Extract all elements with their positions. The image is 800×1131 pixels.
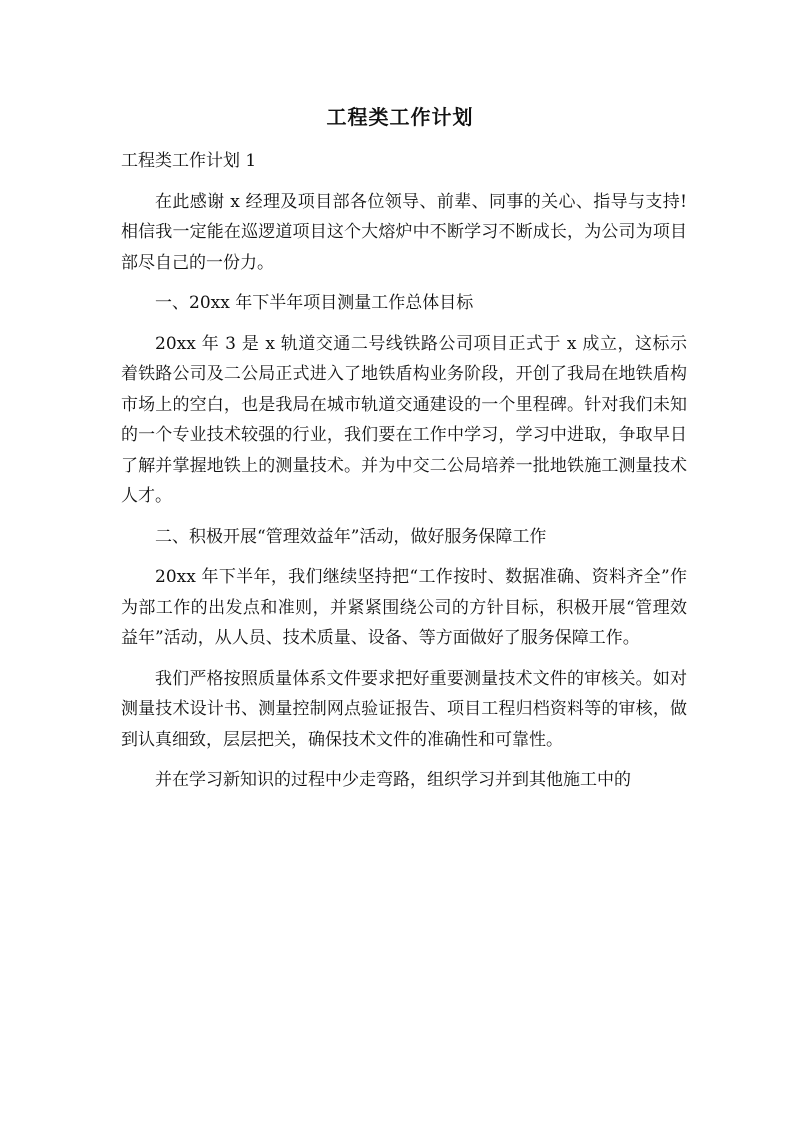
paragraph-thanks: 在此感谢 x 经理及项目部各位领导、前辈、同事的关心、指导与支持!相信我一定能在巡逻道项目这个大熔炉中不断学习不断成长，为公司为项目部尽自己的一份力。 [121,191,687,273]
heading-survey-goals: 一、20xx 年下半年项目测量工作总体目标 [155,293,474,313]
section-heading-plan-1: 工程类工作计划 1 [121,151,257,171]
heading-management-efficiency: 二、积极开展“管理效益年”活动，做好服务保障工作 [155,526,547,547]
document-title: 工程类工作计划 [326,105,474,129]
document-body [121,146,687,796]
paragraph-service-guarantee: 20xx 年下半年，我们继续坚持把“工作按时、数据准确、资料齐全”作为部工作的出发点和准则，并紧紧围绕公司的方针目标，积极开展“管理效益年”活动，从人员、技术质量、设备、等方面做好了服务保障工作。 [121,567,687,648]
paragraph-quality-review: 我们严格按照质量体系文件要求把好重要测量技术文件的审核关。如对测量技术设计书、测量控制网点验证报告、项目工程归档资料等的审核，做到认真细致，层层把关，确保技术文件的准确性和可靠性。 [121,668,687,750]
paragraph-learning: 并在学习新知识的过程中少走弯路，组织学习并到其他施工中的 [155,770,631,790]
paragraph-project-background: 20xx 年 3 是 x 轨道交通二号线铁路公司项目正式于 x 成立，这标示着铁路公司及二公局正式进入了地铁盾构业务阶段，开创了我局在地铁盾构市场上的空白，也是我局在城市轨道交通建设的一个里程碑。针对我们未知的一个专业技术较强的行业，我们要在工作中学习，学习中进取，争取早日了解并掌握地铁上的测量技术。并为中交二公局培养一批地铁施工测量技术人才。 [121,333,687,506]
